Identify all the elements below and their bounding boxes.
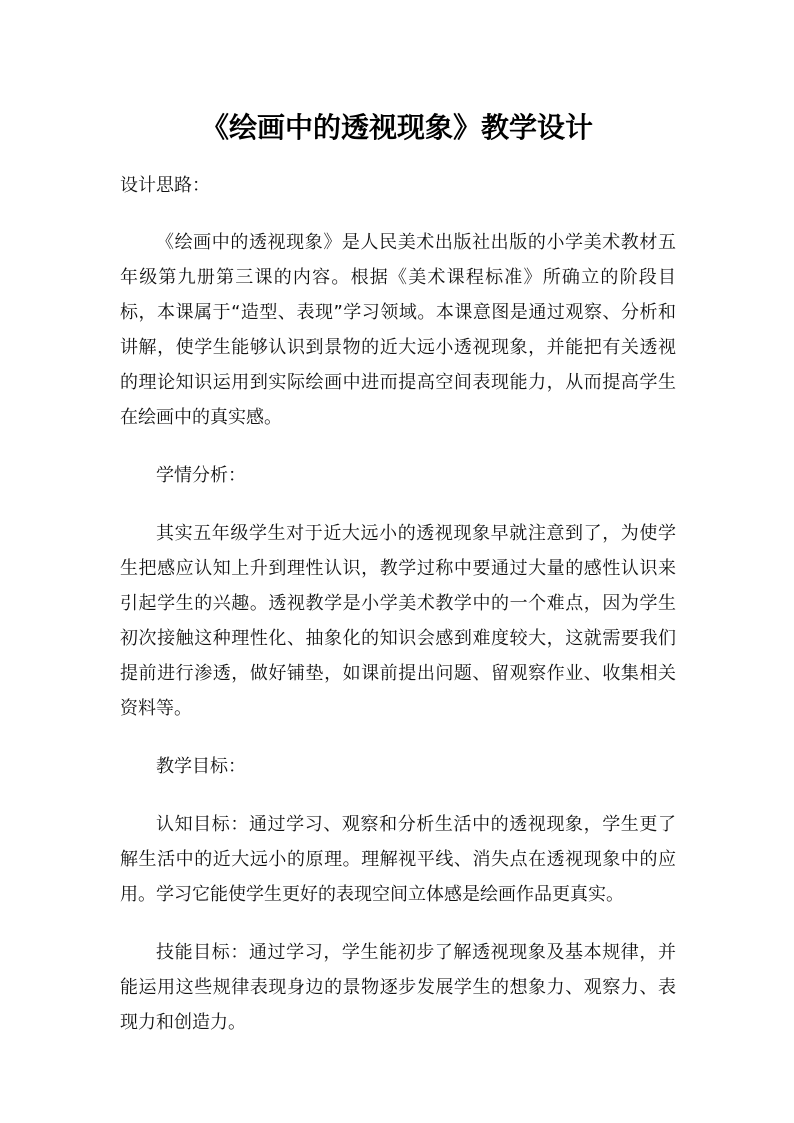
section-label-design-idea: 设计思路： [120,175,210,196]
paragraph-learning-analysis: 其实五年级学生对于近大远小的透视现象早就注意到了，为使学生把感应认知上升到理性认识，教学过称中要通过大量的感性认识来引起学生的兴趣。透视教学是小学美术教学中的一个难点，因为学生初次接触这种理性化、抽象化的知识会感到难度较大，这就需要我们提前进行渗透，做好铺垫，如课前提出问题、留观察作业、收集相关资料等。 [120,523,676,719]
document-title: 《绘画中的透视现象》教学设计 [200,111,593,144]
section-label-teaching-goals: 教学目标： [156,756,246,777]
document-body [120,168,676,1063]
paragraph-design-idea: 《绘画中的透视现象》是人民美术出版社出版的小学美术教材五年级第九册第三课的内容。根据《美术课程标准》所确立的阶段目标，本课属于“造型、表现”学习领域。本课意图是通过观察、分析和讲解，使学生能够认识到景物的近大远小透视现象，并能把有关透视的理论知识运用到实际绘画中进而提高空间表现能力，从而提高学生在绘画中的真实感。 [120,232,676,428]
section-label-learning-analysis: 学情分析： [156,465,246,486]
paragraph-cognitive-goal: 认知目标：通过学习、观察和分析生活中的透视现象，学生更了解生活中的近大远小的原理。理解视平线、消失点在透视现象中的应用。学习它能使学生更好的表现空间立体感是绘画作品更真实。 [120,814,676,905]
paragraph-skill-goal: 技能目标：通过学习，学生能初步了解透视现象及基本规律，并能运用这些规律表现身边的景物逐步发展学生的想象力、观察力、表现力和创造力。 [120,942,676,1033]
